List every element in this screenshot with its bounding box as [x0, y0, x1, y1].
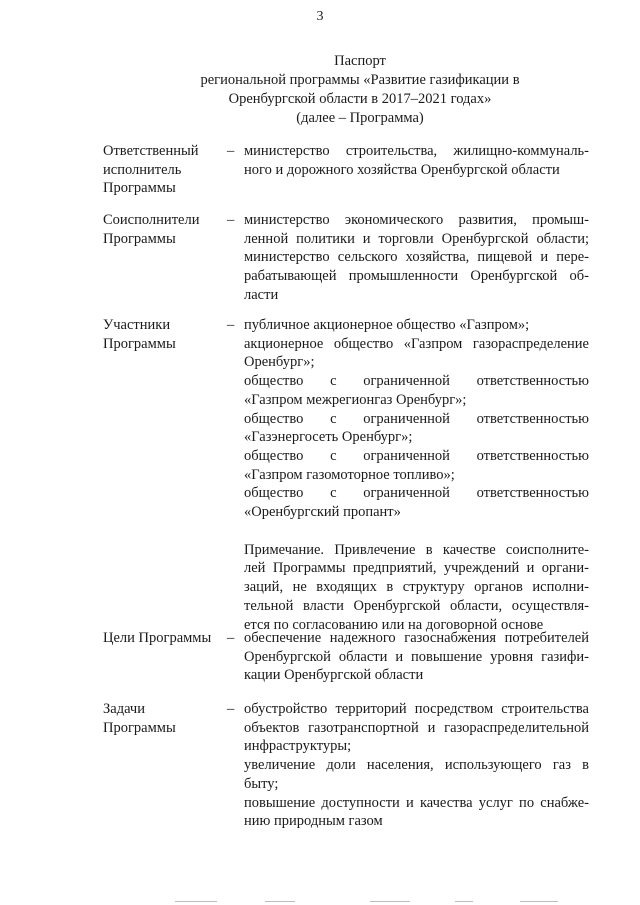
dash-separator: – [227, 212, 235, 228]
header-line: (далее – Программа) [296, 110, 424, 126]
section-label: Цели Программы [103, 630, 212, 646]
scan-footer-marks [0, 898, 640, 902]
section-content: министерство строительства, жилищно-коммуналь- ного и дорожного хозяйства Оренбургской области [244, 143, 589, 178]
section-label: Соисполнители Программы [103, 212, 200, 247]
section-label: Ответственный исполнитель Программы [103, 143, 199, 197]
dash-separator: – [227, 317, 235, 333]
passport-header [150, 52, 570, 128]
dash-separator: – [227, 630, 235, 646]
section-label: Задачи Программы [103, 701, 176, 736]
header-title: Паспорт [334, 53, 386, 69]
section-content: обеспечение надежного газоснабжения потребителей Оренбургской области и повышение уровня газифи- кации Оренбургской области [244, 630, 589, 684]
dash-separator: – [227, 701, 235, 717]
section-label: Участники Программы [103, 317, 176, 352]
section-content: публичное акционерное общество «Газпром»; акционерное общество «Газпром газораспределение Оренбург»; общество с ограниченной ответственностью «Газпром межрегионгаз Оренбург»; общество с ограниченной ответственностью «Газэнергосеть Оренбург»; общество с ограниченной ответственностью «Газпром газомоторное топливо»; общество с ограниченной ответственностью «Оренбургский пропант» Примечание. Привлечение в качестве соисполните- лей Программы предприятий, учреждений и органи- заций, не входящих в структуру органов исполни- тельной власти Оренбургской области, осуществля- ется по согласованию или на договорной основе [244, 317, 589, 633]
section-content: министерство экономического развития, промыш- ленной политики и торговли Оренбургской области; министерство сельского хозяйства, пищевой и пере- рабатывающей промышленности Оренбургской об- ласти [244, 212, 589, 303]
participants-note: Примечание. Привлечение в качестве соисполните- лей Программы предприятий, учреждений и органи- заций, не входящих в структуру органов исполни- тельной власти Оренбургской области, осуществля- ется по согласованию или на договорной основе [244, 541, 589, 633]
header-line: региональной программы «Развитие газификации в [200, 72, 520, 88]
page-number: 3 [316, 9, 324, 24]
header-line: Оренбургской области в 2017–2021 годах» [228, 91, 492, 107]
section-content: обустройство территорий посредством строительства объектов газотранспортной и газораспределительной инфраструктуры; увеличение доли населения, использующего газ в быту; повышение доступности и качества услуг по снабже- нию природным газом [244, 701, 589, 830]
dash-separator: – [227, 143, 235, 159]
